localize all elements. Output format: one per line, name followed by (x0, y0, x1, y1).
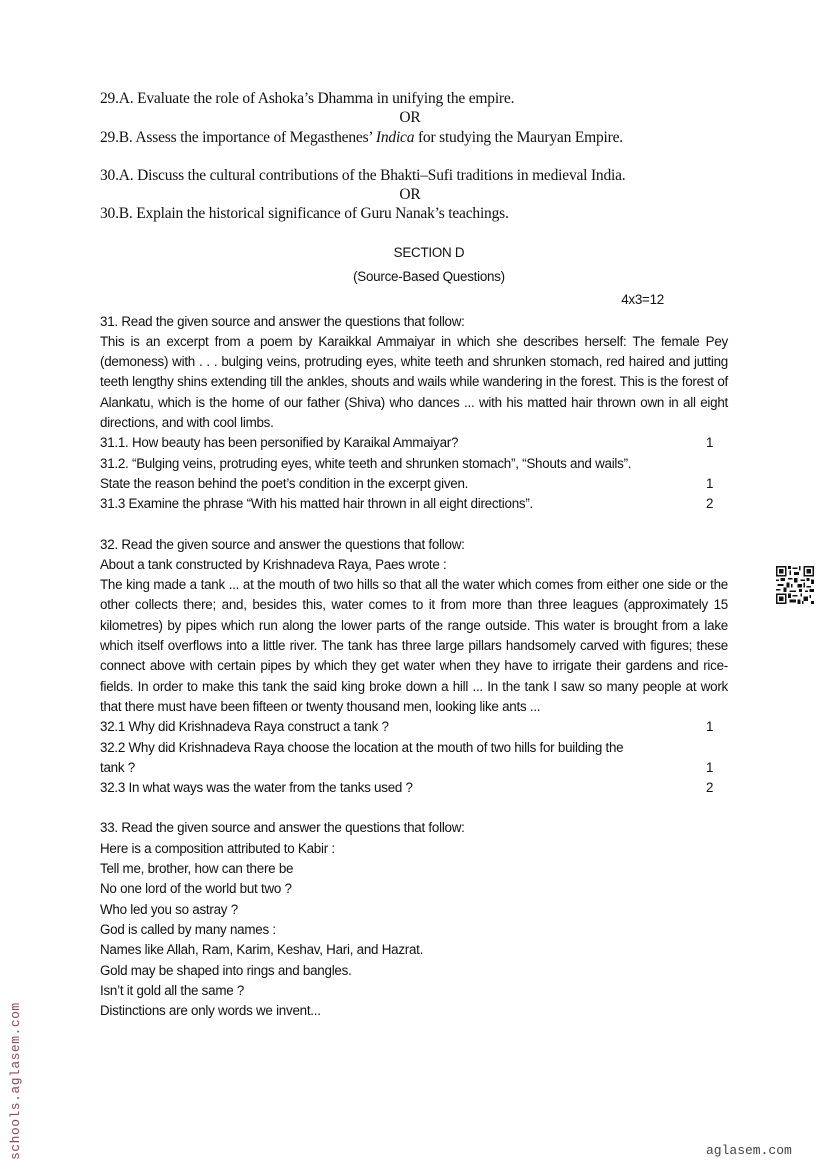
section-d (100, 243, 728, 1021)
question-31-3 (100, 494, 728, 514)
qr-code-icon[interactable] (776, 566, 814, 604)
book-title-indica: Indica (375, 128, 415, 146)
poem-line: Who led you so astray ? (100, 901, 238, 917)
question-32-3-marks: 2 (706, 780, 714, 796)
question-31-2-continuation: State the reason behind the poet’s condition in the excerpt given. (100, 475, 469, 491)
question-32-1-marks: 1 (706, 719, 714, 735)
question-29b (100, 128, 720, 147)
bottom-watermark: aglasem.com (706, 1143, 792, 1158)
poem-line: No one lord of the world but two ? (100, 881, 292, 897)
spacer (100, 798, 728, 818)
question-31-heading: 31. Read the given source and answer the questions that follow: (100, 313, 465, 329)
question-31-3-text: 31.3 Examine the phrase “With his matted hair thrown in all eight directions”. (100, 496, 534, 512)
question-30a: 30.A. Discuss the cultural contributions of the Bhakti–Sufi traditions in medieval India. (100, 166, 626, 184)
question-32-2-marks: 1 (706, 759, 714, 775)
section-subtitle: (Source-Based Questions) (353, 269, 505, 285)
question-33-intro: Here is a composition attributed to Kabir : (100, 840, 335, 856)
long-answer-questions (100, 89, 720, 224)
side-watermark: schools.aglasem.com (8, 1002, 23, 1160)
question-32 (100, 535, 728, 799)
question-31-2 (100, 474, 728, 494)
poem-line: Names like Allah, Ram, Karim, Keshav, Hari, and Hazrat. (100, 942, 424, 958)
spacer (100, 147, 720, 166)
poem-line: Tell me, brother, how can there be (100, 861, 294, 877)
section-marks-total: 4x3=12 (621, 291, 664, 307)
question-31 (100, 312, 728, 515)
question-31-3-marks: 2 (706, 496, 714, 512)
question-32-3-text: 32.3 In what ways was the water from the tanks used ? (100, 780, 413, 796)
question-32-1-text: 32.1 Why did Krishnadeva Raya construct a tank ? (100, 719, 389, 735)
poem-line: Distinctions are only words we invent... (100, 1003, 321, 1019)
question-32-2-continuation: tank ? (100, 759, 135, 775)
question-29b-prefix: 29.B. Assess the importance of Megasthenes’ (100, 128, 376, 146)
or-separator-30: OR (399, 186, 421, 204)
question-33-heading: 33. Read the given source and answer the questions that follow: (100, 820, 465, 836)
question-32-intro: About a tank constructed by Krishnadeva Raya, Paes wrote : (100, 556, 447, 572)
question-31-1-text: 31.1. How beauty has been personified by Karaikal Ammaiyar? (100, 435, 459, 451)
question-29b-suffix: for studying the Mauryan Empire. (414, 128, 623, 146)
poem-line: God is called by many names : (100, 921, 276, 937)
question-32-1 (100, 717, 728, 737)
question-31-1-marks: 1 (706, 435, 714, 451)
question-32-heading: 32. Read the given source and answer the questions that follow: (100, 536, 465, 552)
question-30b: 30.B. Explain the historical significance of Guru Nanak’s teachings. (100, 205, 509, 223)
poem-line: Isn’t it gold all the same ? (100, 982, 245, 998)
question-33 (100, 818, 728, 1021)
poem-line: Gold may be shaped into rings and bangles. (100, 962, 352, 978)
section-title: SECTION D (393, 245, 465, 260)
question-32-2-text: 32.2 Why did Krishnadeva Raya choose the location at the mouth of two hills for building the (100, 739, 624, 755)
question-31-2-text: 31.2. “Bulging veins, protruding eyes, white teeth and shrunken stomach”, “Shouts and wails”. (100, 455, 632, 471)
spacer (100, 515, 728, 535)
question-31-1 (100, 433, 728, 453)
or-separator-29: OR (399, 109, 421, 127)
question-29a: 29.A. Evaluate the role of Ashoka’s Dhamma in unifying the empire. (100, 90, 515, 107)
question-32-3 (100, 778, 728, 798)
question-31-2-marks: 1 (706, 475, 714, 491)
question-31-source: This is an excerpt from a poem by Karaikkal Ammaiyar in which she describes herself: The female Pey (demoness) with . . . bulging veins, protruding eyes, white teeth and shrunken stomach, red haired and jutting teeth lengthy shins extending till the ankles, shouts and wails while wandering in the forest. This is the forest of Alankatu, which is the home of our father (Shiva) who dances ... with his matted hair thrown own in all eight directions, and with cool limbs. (100, 333, 728, 431)
question-32-2 (100, 758, 728, 778)
question-32-source: The king made a tank ... at the mouth of two hills so that all the water which comes from either one side or the other collects there; and, besides this, water comes to it from more than three leagues (approximately 15 kilometres) by pipes which run along the lower parts of the range outside. This water is brought from a lake which itself overflows into a little river. The tank has three large pillars handsomely carved with figures; these connect above with certain pipes by which they get water when they have to irrigate their gardens and rice-fields. In order to make this tank the said king broke down a hill ... In the tank I saw so many people at work that there must have been fifteen or twenty thousand men, looking like ants ... (100, 577, 728, 714)
